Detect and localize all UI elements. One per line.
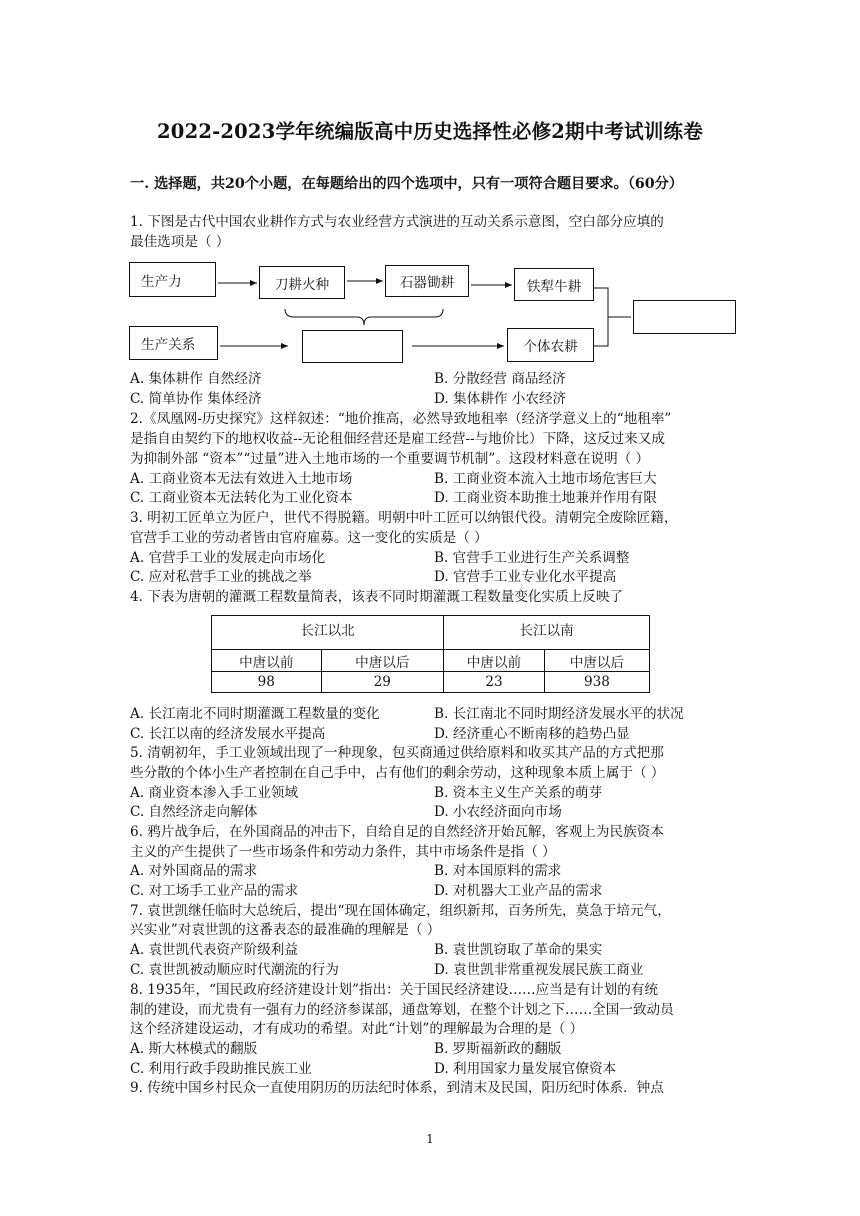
diagram-blank-right	[633, 300, 736, 334]
diagram-box-stone-hoe: 石器锄耕	[385, 265, 469, 297]
q7-option-a: A. 袁世凯代表资产阶级利益	[130, 942, 298, 958]
q6-line2: 主义的产生提供了一些市场条件和劳动力条件，其中市场条件是指（ ）	[130, 844, 556, 860]
q9-line1: 9. 传统中国乡村民众一直使用阴历的历法纪时体系，到清末及民国，阳历纪时体系．钟点	[130, 1080, 664, 1096]
q4-table-value: 98	[212, 672, 322, 693]
page-title: 2022-2023学年统编版高中历史选择性必修2期中考试训练卷	[157, 120, 703, 143]
q8-option-c: C. 利用行政手段助推民族工业	[130, 1061, 312, 1077]
q4-table-value: 23	[444, 672, 545, 693]
diagram-box-individual: 个体农耕	[507, 328, 594, 362]
q4-table-period: 中唐以后	[544, 650, 649, 672]
q1-option-b: B. 分散经营 商品经济	[434, 371, 566, 387]
q2-option-a: A. 工商业资本无法有效进入土地市场	[130, 471, 353, 487]
q6-option-a: A. 对外国商品的需求	[130, 863, 258, 879]
q5-option-b: B. 资本主义生产关系的萌芽	[434, 785, 603, 801]
q8-line3: 这个经济建设运动，才有成功的希望。对此“计划”的理解最为合理的是（ ）	[130, 1021, 584, 1037]
q2-line1: 2.《凤凰网-历史探究》这样叙述：“地价推高，必然导致地租率（经济学意义上的“地租率”	[130, 411, 672, 427]
diagram-blank-middle	[302, 330, 403, 363]
q4-table-value: 29	[321, 672, 444, 693]
diagram-box-relations: 生产关系	[129, 326, 218, 360]
q4-table-region-north: 长江以北	[212, 616, 444, 650]
q4-option-d: D. 经济重心不断南移的趋势凸显	[434, 726, 630, 742]
q2-line3: 为抑制外部 “资本”“过量”进入土地市场的一个重要调节机制”。这段材料意在说明（ ）	[130, 451, 650, 467]
q6-option-c: C. 对工场手工业产品的需求	[130, 883, 299, 899]
q8-option-d: D. 利用国家力量发展官僚资本	[434, 1061, 617, 1077]
q2-option-b: B. 工商业资本流入土地市场危害巨大	[434, 471, 657, 487]
q6-option-d: D. 对机器大工业产品的需求	[434, 883, 603, 899]
q3-option-a: A. 官营手工业的发展走向市场化	[130, 550, 326, 566]
q3-option-c: C. 应对私营手工业的挑战之举	[130, 569, 312, 585]
q7-option-d: D. 袁世凯非常重视发展民族工商业	[434, 962, 644, 978]
q8-option-b: B. 罗斯福新政的翻版	[434, 1041, 562, 1057]
q1-stem-line2: 最佳选项是（ ）	[130, 234, 230, 250]
q4-option-a: A. 长江南北不同时期灌溉工程数量的变化	[130, 706, 380, 722]
q5-option-a: A. 商业资本渗入手工业领域	[130, 785, 298, 801]
q5-option-d: D. 小农经济面向市场	[434, 804, 562, 820]
q4-stem: 4. 下表为唐朝的灌溉工程数量简表，该表不同时期灌溉工程数量变化实质上反映了	[130, 589, 624, 605]
q7-option-c: C. 袁世凯被动顺应时代潮流的行为	[130, 962, 339, 978]
q2-line2: 是指自由契约下的地权收益--无论租佃经营还是雇工经营--与地价比）下降，这反过来又成	[130, 431, 665, 447]
q3-option-d: D. 官营手工业专业化水平提高	[434, 569, 617, 585]
q2-option-d: D. 工商业资本助推土地兼并作用有限	[434, 490, 657, 506]
q4-table-period: 中唐以前	[444, 650, 545, 672]
section-heading: 一. 选择题，共20个小题，在每题给出的四个选项中，只有一项符合题目要求。（60分）	[130, 176, 684, 192]
q5-line1: 5. 清朝初年，手工业领域出现了一种现象，包买商通过供给原料和收买其产品的方式把那	[130, 745, 664, 761]
q6-line1: 6. 鸦片战争后，在外国商品的冲击下，自给自足的自然经济开始瓦解，客观上为民族资本	[130, 824, 664, 840]
q2-option-c: C. 工商业资本无法转化为工业化资本	[130, 490, 353, 506]
q4-table-period: 中唐以前	[212, 650, 322, 672]
q1-option-d: D. 集体耕作 小农经济	[434, 391, 567, 407]
q7-option-b: B. 袁世凯窃取了革命的果实	[434, 942, 603, 958]
q4-table	[211, 615, 650, 693]
q1-option-a: A. 集体耕作 自然经济	[130, 371, 262, 387]
page-number: 1	[426, 1132, 434, 1146]
q5-line2: 些分散的个体小生产者控制在自己手中，占有他们的剩余劳动，这种现象本质上属于（ ）	[130, 765, 665, 781]
q4-option-b: B. 长江南北不同时期经济发展水平的状况	[434, 706, 684, 722]
q1-stem-line1: 1. 下图是古代中国农业耕作方式与农业经营方式演进的互动关系示意图，空白部分应填的	[130, 214, 664, 230]
brace-connector	[285, 309, 443, 325]
q1-option-c: C. 简单协作 集体经济	[130, 391, 262, 407]
q7-line1: 7. 袁世凯继任临时大总统后，提出“现在国体确定，组织新邦，百务所先，莫急于培元气，	[130, 903, 671, 919]
q6-option-b: B. 对本国原料的需求	[434, 863, 562, 879]
bracket-right	[594, 288, 608, 346]
q5-option-c: C. 自然经济走向解体	[130, 804, 258, 820]
q8-line1: 8. 1935年，“国民政府经济建设计划”指出：关于国民经济建设……应当是有计划的有统	[130, 982, 658, 998]
q3-option-b: B. 官营手工业进行生产关系调整	[434, 550, 630, 566]
q8-option-a: A. 斯大林模式的翻版	[130, 1041, 258, 1057]
q4-option-c: C. 长江以南的经济发展水平提高	[130, 726, 326, 742]
q8-line2: 制的建设，而尤贵有一强有力的经济参谋部，通盘筹划，在整个计划之下……全国一致动员	[130, 1002, 674, 1018]
q3-line2: 官营手工业的劳动者皆由官府雇募。这一变化的实质是（ ）	[130, 530, 488, 546]
q4-table-region-south: 长江以南	[444, 616, 650, 650]
q4-table-period: 中唐以后	[321, 650, 444, 672]
diagram-box-slash-burn: 刀耕火种	[259, 266, 345, 299]
q4-table-value: 938	[544, 672, 649, 693]
diagram-box-productivity: 生产力	[129, 262, 216, 297]
q7-line2: 兴实业”对袁世凯的这番表态的最准确的理解是（ ）	[130, 922, 441, 938]
q3-line1: 3. 明初工匠单立为匠户，世代不得脱籍。明朝中叶工匠可以纳银代役。清朝完全废除匠籍，	[130, 510, 678, 526]
diagram-box-iron-plough: 铁犁牛耕	[514, 268, 594, 301]
